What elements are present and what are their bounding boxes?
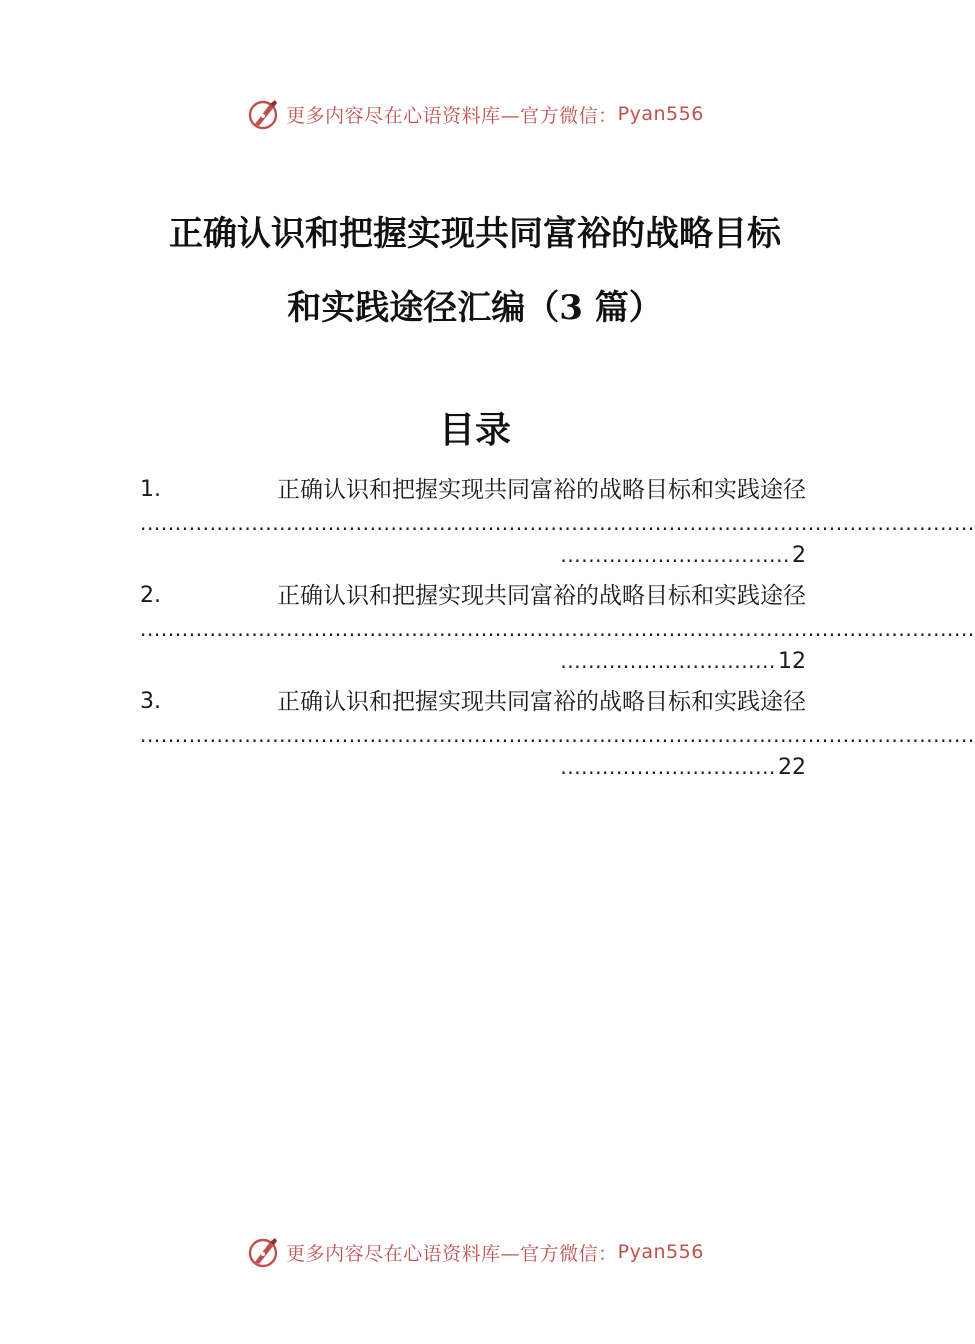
toc-page-line (560, 644, 806, 679)
toc-entry-number: 2. (140, 583, 161, 608)
toc-entry-number: 3. (140, 689, 161, 714)
toc-dot-leader: ................................. (560, 543, 790, 567)
toc-page-line (560, 750, 806, 785)
toc-entry-title[interactable]: 正确认识和把握实现共同富裕的战略目标和实践途径 (277, 689, 806, 715)
toc-dot-leader: ........................................................................................................................ (140, 723, 975, 747)
toc-entry[interactable] (140, 578, 975, 684)
pen-logo-icon (246, 97, 280, 131)
toc-page-line (560, 538, 806, 573)
toc-page-number[interactable]: 22 (778, 755, 806, 780)
header-banner (0, 94, 950, 134)
toc-heading: 目录 (438, 409, 511, 451)
document-title-line-2: 和实践途径汇编（3 篇） (287, 288, 663, 328)
toc-entry-number: 1. (140, 477, 161, 502)
toc-entry[interactable] (140, 472, 975, 578)
toc-page-number[interactable]: 2 (792, 543, 806, 568)
document-title-line-1: 正确认识和把握实现共同富裕的战略目标 (169, 214, 781, 254)
toc-dot-leader: ........................................................................................................................ (140, 617, 975, 641)
wechat-id: Pyan556 (617, 1241, 704, 1263)
pen-logo-icon (246, 1235, 280, 1269)
footer-banner (0, 1232, 950, 1272)
banner-text: 更多内容尽在心语资料库—官方微信： (286, 1242, 618, 1265)
table-of-contents (140, 472, 975, 790)
wechat-id: Pyan556 (617, 103, 704, 125)
toc-entry-title[interactable]: 正确认识和把握实现共同富裕的战略目标和实践途径 (277, 477, 806, 503)
toc-page-number[interactable]: 12 (778, 649, 806, 674)
banner-text: 更多内容尽在心语资料库—官方微信： (286, 104, 618, 127)
toc-entry-title[interactable]: 正确认识和把握实现共同富裕的战略目标和实践途径 (277, 583, 806, 609)
toc-dot-leader: ............................... (560, 755, 776, 779)
toc-dot-leader: ........................................................................................................................ (140, 511, 975, 535)
toc-dot-leader: ............................... (560, 649, 776, 673)
toc-entry[interactable] (140, 684, 975, 790)
